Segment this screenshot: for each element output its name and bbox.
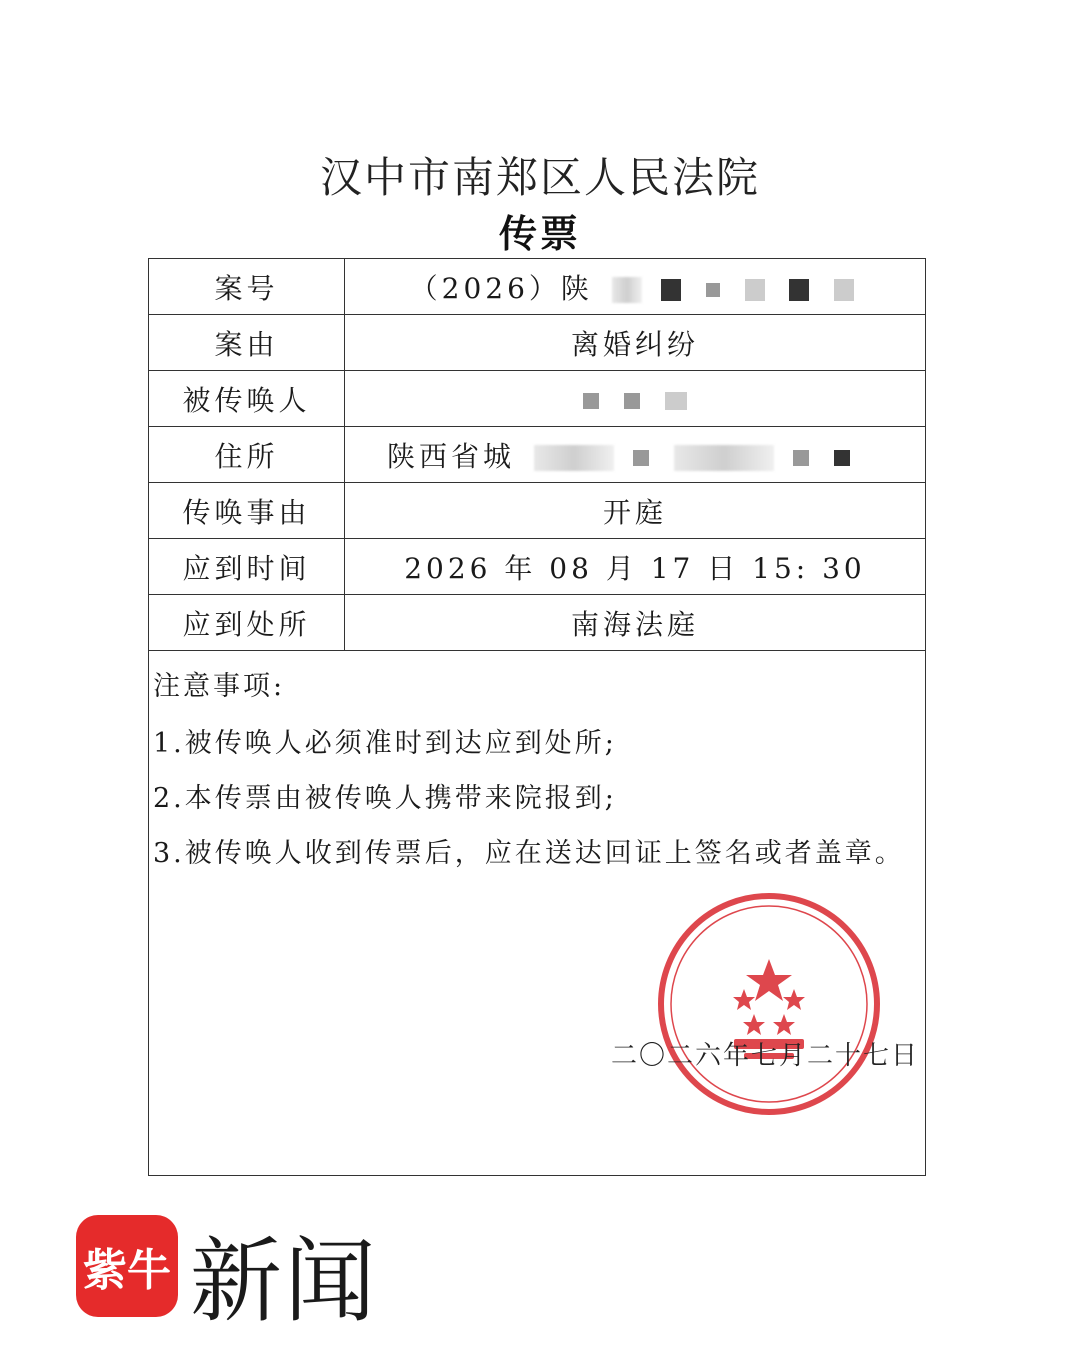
row-case-number (149, 259, 925, 315)
document-title: 传票 (498, 211, 581, 256)
appearance-time-value: 2026 年 08 月 17 日 15: 30 (345, 539, 926, 595)
logo-mark: 紫牛 (83, 1245, 171, 1296)
redacted-block (624, 393, 640, 409)
case-number-label: 案号 (149, 259, 345, 315)
case-number-value: （2026）陕 (345, 259, 926, 315)
appearance-place-label: 应到处所 (149, 595, 345, 651)
summoned-person-label: 被传唤人 (149, 371, 345, 427)
summoned-person-value (345, 371, 926, 427)
court-seal-icon (654, 889, 884, 1119)
redacted-block (834, 279, 854, 301)
redacted-block (534, 445, 614, 471)
notes-heading: 注意事项: (153, 671, 286, 702)
notes-section (153, 664, 921, 886)
redacted-block (661, 279, 681, 301)
redacted-block (793, 450, 809, 466)
redacted-block (674, 445, 774, 471)
summons-reason-value: 开庭 (345, 483, 926, 539)
redacted-block (706, 283, 720, 297)
redacted-block (612, 277, 642, 303)
redacted-block (834, 450, 850, 466)
note-item: 2.本传票由被传唤人携带来院报到; (153, 783, 617, 814)
note-item: 1.被传唤人必须准时到达应到处所; (153, 728, 617, 759)
court-name: 汉中市南郑区人民法院 (319, 153, 760, 202)
cause-label: 案由 (149, 315, 345, 371)
row-appearance-time (149, 539, 925, 595)
address-value: 陕西省城 (345, 427, 926, 483)
redacted-block (665, 392, 687, 410)
row-cause (149, 315, 925, 371)
appearance-place-value: 南海法庭 (345, 595, 926, 651)
row-summoned-person (149, 371, 925, 427)
appearance-time-label: 应到时间 (149, 539, 345, 595)
signature-date: 二〇二六年七月二十七日 (610, 1041, 919, 1071)
redacted-block (583, 393, 599, 409)
summons-info-table (149, 259, 925, 651)
zniu-logo-icon (76, 1215, 178, 1317)
redacted-block (789, 279, 809, 301)
logo-text: 新闻 (190, 1228, 379, 1335)
summons-reason-label: 传唤事由 (149, 483, 345, 539)
row-appearance-place (149, 595, 925, 651)
note-item: 3.被传唤人收到传票后，应在送达回证上签名或者盖章。 (153, 838, 905, 869)
redacted-block (745, 279, 765, 301)
redacted-block (633, 450, 649, 466)
address-label: 住所 (149, 427, 345, 483)
row-summons-reason (149, 483, 925, 539)
cause-value: 离婚纠纷 (345, 315, 926, 371)
summons-form (148, 258, 926, 1176)
row-address (149, 427, 925, 483)
